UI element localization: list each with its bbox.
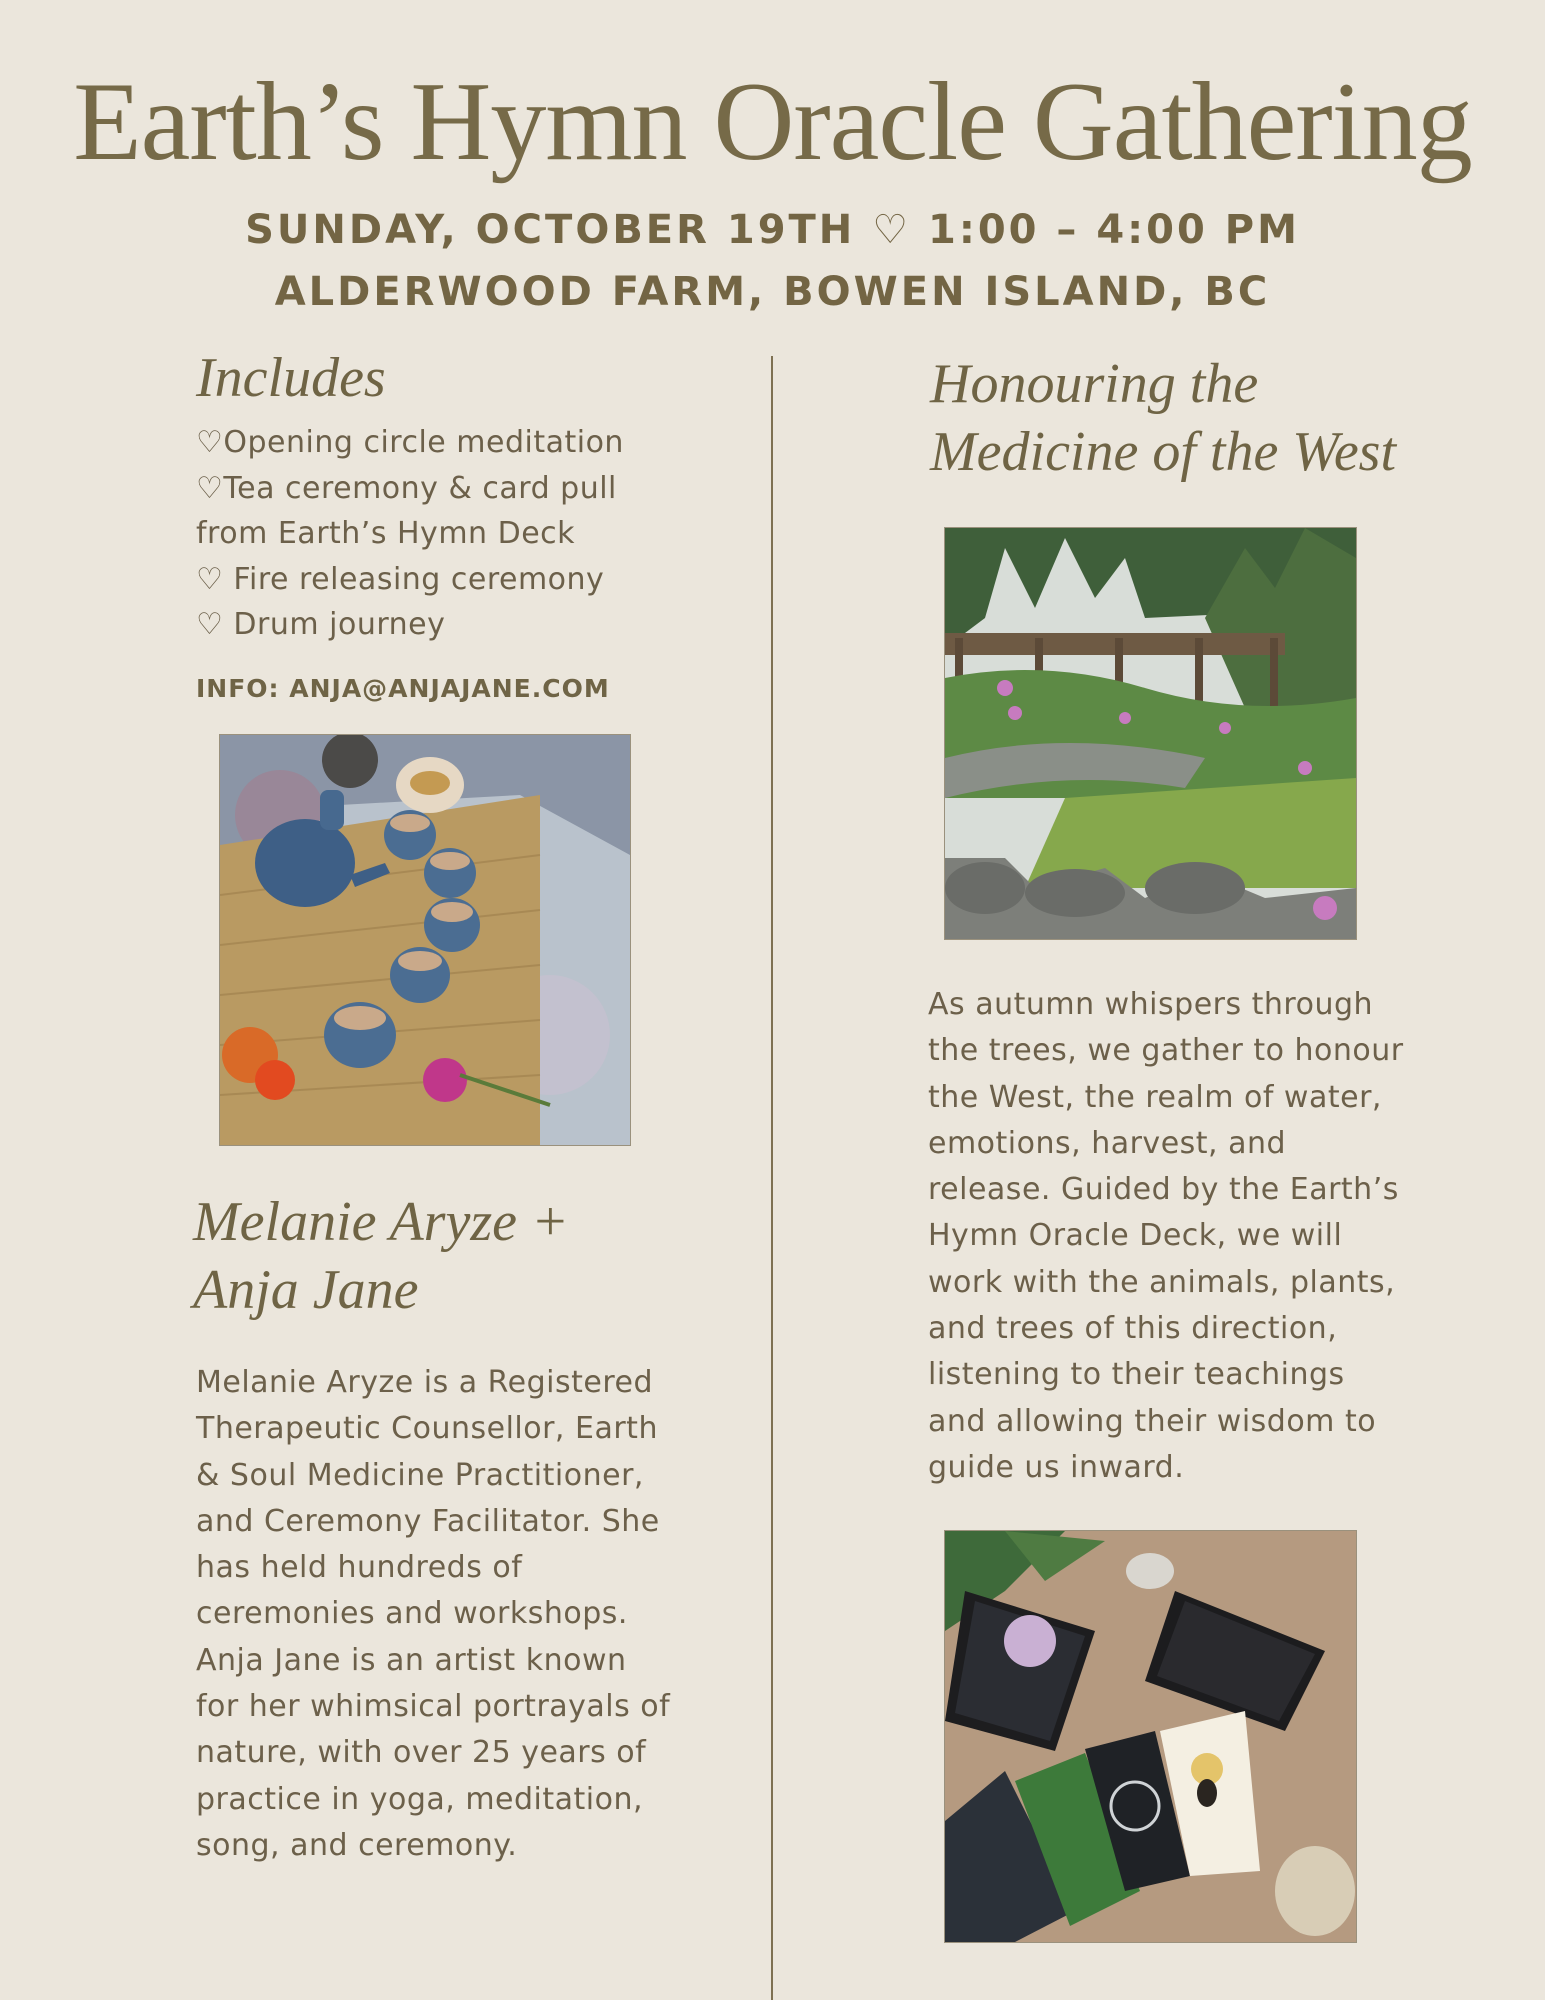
includes-list [196, 420, 696, 648]
includes-section [196, 344, 696, 703]
west-heading [930, 350, 1490, 486]
tea-ceremony-photo [219, 734, 631, 1146]
oracle-cards-photo [944, 1530, 1357, 1943]
info-email: INFO: ANJA@ANJAJANE.COM [196, 673, 610, 703]
list-item: ♡ Drum journey [196, 607, 446, 642]
west-description: As autumn whispers through the trees, we gather to honour the West, the realm of water, emotions, harvest, and release. Guided by the Earth’s Hymn Oracle Deck, we will work with the animals, plants, and trees of this direction, listening to their teachings and allowing their wisdom to guide us inward. [928, 987, 1404, 1485]
garden-photo [944, 527, 1357, 940]
list-item: ♡Opening circle meditation [196, 425, 624, 460]
list-item: ♡Tea ceremony & card pull [196, 470, 617, 506]
facilitators-bio: Melanie Aryze is a Registered Therapeutic Counsellor, Earth & Soul Medicine Practitioner, and Ceremony Facilitator. She has held hundreds of ceremonies and workshops. Anja Jane is an artist known for her whimsical portrayals of nature, with over 25 years of practice in yoga, meditation, song, and ceremony. [196, 1365, 671, 1863]
facilitators-heading-line2: Anja Jane [193, 1259, 419, 1321]
list-item: from Earth’s Hymn Deck [196, 516, 576, 551]
list-item: ♡ Fire releasing ceremony [196, 561, 605, 597]
west-heading-line1: Honouring the [930, 353, 1259, 415]
facilitators-heading-line1: Melanie Aryze + [193, 1191, 569, 1253]
west-heading-line2: Medicine of the West [930, 421, 1397, 483]
event-title: Earth’s Hymn Oracle Gathering [73, 60, 1472, 184]
event-date-time: SUNDAY, OCTOBER 19TH ♡ 1:00 – 4:00 PM [245, 207, 1300, 253]
column-divider [771, 356, 773, 2000]
event-location: ALDERWOOD FARM, BOWEN ISLAND, BC [274, 269, 1271, 315]
includes-heading: Includes [196, 347, 386, 409]
facilitators-heading [193, 1188, 713, 1324]
